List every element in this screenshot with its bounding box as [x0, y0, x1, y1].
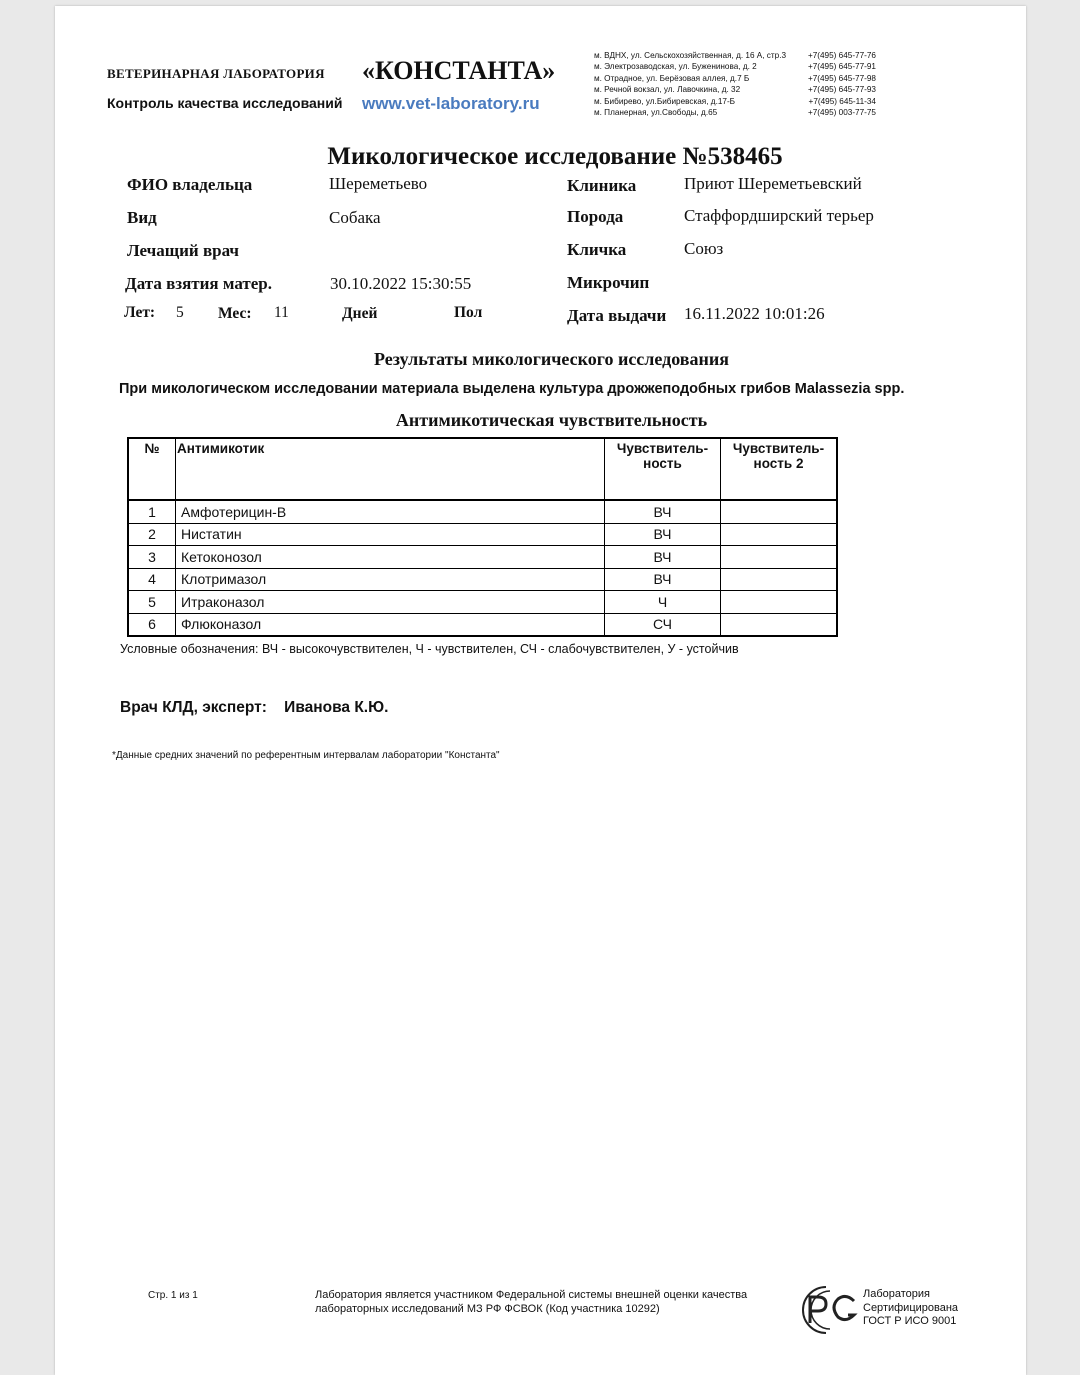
months-value: 11 [274, 304, 289, 321]
row-sensitivity2 [721, 523, 838, 546]
doctor-label: Лечащий врач [127, 241, 239, 260]
row-num: 5 [128, 591, 176, 614]
breed-value: Стаффордширский терьер [684, 206, 874, 225]
sensitivity2-header: Чувствитель- ность 2 [721, 438, 838, 500]
row-drug: Нистатин [176, 523, 605, 546]
row-sensitivity: Ч [605, 591, 721, 614]
address-list [594, 50, 876, 118]
owner-value: Шереметьево [329, 174, 428, 193]
row-drug: Клотримазол [176, 568, 605, 591]
sex-label: Пол [454, 304, 483, 321]
clinic-value: Приют Шереметьевский [684, 174, 862, 193]
table-row [128, 523, 837, 546]
lab-url: www.vet-laboratory.ru [362, 94, 540, 113]
certification-text: Лаборатория Сертифицирована ГОСТ Р ИСО 9001 [863, 1288, 959, 1327]
row-num: 6 [128, 613, 176, 636]
row-sensitivity2 [721, 500, 838, 523]
chip-label: Микрочип [567, 273, 650, 292]
sensitivity-header: Чувствитель- ность [605, 438, 721, 500]
row-num: 2 [128, 523, 176, 546]
breed-label: Порода [567, 207, 624, 226]
quality-caption: Контроль качества исследований [107, 95, 343, 111]
page-number: Стр. 1 из 1 [148, 1290, 198, 1301]
sample-date-value: 30.10.2022 15:30:55 [330, 274, 472, 293]
drug-header: Антимикотик [176, 438, 605, 500]
owner-label: ФИО владельца [127, 175, 253, 194]
table-row [128, 500, 837, 523]
row-drug: Итраконазол [176, 591, 605, 614]
address-row: м. Бибирево, ул.Бибиревская, д.17-Б +7(495) 645-11-34 [594, 96, 876, 106]
row-sensitivity2 [721, 613, 838, 636]
clinic-label: Клиника [567, 176, 637, 195]
table-row [128, 613, 837, 636]
address-row: м. Речной вокзал, ул. Лавочкина, д. 32 +7(495) 645-77-93 [594, 85, 876, 95]
finding-text: При микологическом исследовании материала выделена культура дрожжеподобных грибов Malassezia spp. [119, 381, 905, 397]
legend-text: Условные обозначения: ВЧ - высокочувствителен, Ч - чувствителен, СЧ - слабочувствителен, У - устойчив [120, 642, 739, 656]
row-num: 3 [128, 546, 176, 569]
document-page [55, 6, 1026, 1375]
table-header-row [128, 438, 837, 500]
signature-line [120, 699, 388, 717]
row-drug: Кетоконозол [176, 546, 605, 569]
row-sensitivity: ВЧ [605, 523, 721, 546]
signature-label: Врач КЛД, эксперт: [120, 699, 267, 716]
certification-logo-icon [796, 1283, 860, 1337]
address-row: м. Электрозаводская, ул. Буженинова, д. 2 +7(495) 645-77-91 [594, 62, 876, 72]
table-row [128, 568, 837, 591]
issue-date-value: 16.11.2022 10:01:26 [684, 304, 825, 323]
fsvok-note: Лаборатория является участником Федеральной системы внешней оценки качества лабораторных исследований МЗ РФ ФСВОК (Код участника 10292) [315, 1289, 748, 1315]
sample-date-label: Дата взятия матер. [125, 274, 272, 293]
row-sensitivity: ВЧ [605, 500, 721, 523]
days-label: Дней [342, 305, 378, 322]
num-header: № [128, 438, 176, 500]
lab-prefix: ВЕТЕРИНАРНАЯ ЛАБОРАТОРИЯ [107, 66, 325, 81]
row-sensitivity2 [721, 568, 838, 591]
page-title: Микологическое исследование №538465 [327, 143, 783, 170]
results-title: Результаты микологического исследования [373, 349, 730, 369]
row-sensitivity2 [721, 591, 838, 614]
signature-name: Иванова К.Ю. [284, 699, 389, 716]
nickname-value: Союз [684, 239, 724, 258]
row-num: 1 [128, 500, 176, 523]
lab-name: «КОНСТАНТА» [362, 56, 556, 85]
species-label: Вид [127, 208, 157, 227]
nickname-label: Кличка [567, 240, 627, 259]
row-num: 4 [128, 568, 176, 591]
months-label: Мес: [218, 305, 252, 322]
address-row: м. Отрадное, ул. Берёзовая аллея, д.7 Б +7(495) 645-77-98 [594, 73, 876, 83]
species-value: Собака [329, 208, 381, 227]
row-drug: Флюконазол [176, 613, 605, 636]
row-sensitivity: СЧ [605, 613, 721, 636]
years-label: Лет: [124, 304, 156, 321]
row-sensitivity: ВЧ [605, 568, 721, 591]
address-row: м. Планерная, ул.Свободы, д.65 +7(495) 003-77-75 [594, 108, 876, 118]
table-row [128, 591, 837, 614]
issue-date-label: Дата выдачи [567, 306, 667, 325]
row-drug: Амфотерицин-В [176, 500, 605, 523]
sensitivity-title: Антимикотическая чувствительность [395, 410, 708, 430]
row-sensitivity: ВЧ [605, 546, 721, 569]
footnote: *Данные средних значений по референтным интервалам лаборатории "Константа" [112, 750, 500, 761]
sensitivity-table [127, 437, 838, 637]
row-sensitivity2 [721, 546, 838, 569]
address-row: м. ВДНХ, ул. Сельскохозяйственная, д. 16 А, стр.3 +7(495) 645-77-76 [594, 51, 876, 60]
table-row [128, 546, 837, 569]
years-value: 5 [176, 304, 184, 321]
